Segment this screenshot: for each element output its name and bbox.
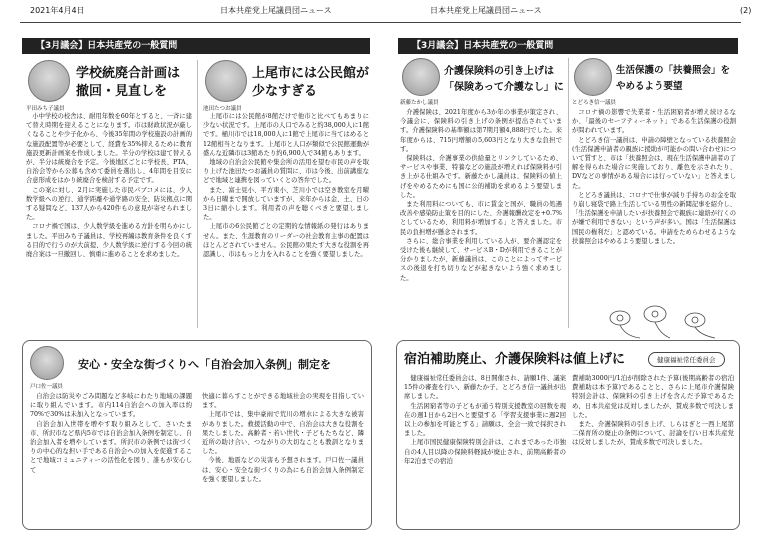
- flower-illustration: [600, 300, 730, 340]
- header-rule: [20, 22, 741, 23]
- a4-p2: とどろき信一議員は、申請の障壁となっている扶養照会(生活保護申請者の親族に援助が可能かの問い合わせ)について質すと、市は「扶養照会は、現在生活保護申請者の了解を得られた場合に実施しており、離色を示されたり、DVなどの事情がある場合には行っていない」と答えました。: [572, 136, 736, 190]
- caption-ikeda: 池田たつお議員: [203, 106, 242, 112]
- a6-body-right: [572, 374, 734, 448]
- avatar-ikeda: [205, 60, 247, 102]
- section-bar-left: 【3月議会】日本共産党の一般質問: [22, 38, 370, 54]
- a6-p3: 上尾市国民健康保険特別会計は、これまであった市独自の4人目以降の保険料軽減が廃止され、前期高齢者の年2泊までの宿泊: [404, 438, 566, 465]
- a5-title: 安心・安全な街づくりへ「自治会加入条例」制定を: [78, 358, 331, 371]
- a2-p3: また、富士見小、平方東小、芝川小では空き教室を月曜から日曜まで開放していますが、来年からは金、土、日の3日に縮小します。利用者の声を聴くべきと要望しました。: [203, 186, 369, 222]
- avatar-todoroki: [574, 58, 612, 96]
- a3-p4: さらに、総合事業を利用している人が、要介護認定を受けた後も継続して、サービスB・Dが利用できることが分かりましたが、新藤議員は、このことによってサービスの後退を打ち切りなどが起きないよう強く求めました。: [400, 237, 562, 282]
- a5-p3: 快適に暮らすことができる地域社会の実現を目指しています。: [202, 393, 364, 410]
- a6-p4: 費補助3000円/1泊が削除された予算(後期高齢者の宿泊費補助は本予算)であることと、さらに上尾市介護保険特別会計は、保険料の引き上げを含んだ予算であるため、日本共産党は反対しましたが、賛成多数で可決しました。: [572, 374, 734, 419]
- a2-body: [203, 112, 369, 259]
- a2-p4: 上尾市の6公民館ごとの定期的な情報紙の発行はありません。また、生涯教育のリーダーの社会教育主事の配置はほとんどされていません。公民館の果たす大きな役割を再認識し、市はもっと力を入れることを強く要望しました。: [203, 223, 369, 259]
- a5-p2: 自治会加入世帯を増やす取り組みとして、さいたま市、所沢市など県内5市では自治会加入条例を制定し、自治会加入者を増やしています。所沢市の条例では街づくりの中心的な担い手である自治会への加入を促進することで地域コミュニティーの活性化を図り、誰もが安心して: [30, 420, 192, 474]
- a1-title-1: 学校統廃合計画は: [76, 66, 181, 81]
- a3-p2: 保険料は、介護事業の供給量とリンクしているため、サービスや事業、特養などの施設が増えれば保険料が引き上がる仕組みです。新藤たかし議員は、保険料の値上げをやめるためにも国に公的補助を求めるよう要望しました。: [400, 155, 562, 199]
- avatar-shindo: [402, 58, 440, 96]
- avatar-toguchi: [30, 346, 64, 380]
- a1-p2: この案に対し、2月に実施した市民パブコメには、少人数学級への逆行、通学距離や通学路の安全、防災拠点に関する疑問など、137人から420件もの意見が寄せられました。: [26, 186, 192, 222]
- a4-p1: コロナ禍の影響で失業者・生活困窮者が増え続けるなか、「最後のセーフティーネット」である生活保護の役割が問われています。: [572, 109, 736, 135]
- issue-date: 2021年4月4日: [30, 6, 85, 15]
- a3-title-1: 介護保険料の引き上げは: [444, 66, 554, 77]
- a5-p5: 今後、地震などの災害も予想されます。戸口佐一議員は、安心・安全な街づくりの為にも自治会加入条例制定を強く要望しました。: [202, 457, 364, 483]
- a2-p1: 上尾市には公民館が8館だけで他市と比べてもあまりに少ない状況です。上尾市の人口でみると約38,000人に1館です。桶川市では18,000人に1館で上尾市に当てはめると12館相当となります。上尾市と人口が類似で公民館運動が盛んな近隣市は3館あたり約6,900人で34館もあります。: [203, 113, 369, 157]
- caption-shindo: 新藤たかし議員: [400, 100, 439, 106]
- a3-p1: 介護保険は、2021年度から3か年の事業が策定され、今議会に、保険料の引き上げの条例が提出されています。介護保険料の基準額は第7期月額4,888円でした。来年度からは、715円増額の5,603円となり大きな負担です。: [400, 109, 562, 153]
- divider-a1-a2: [197, 60, 198, 328]
- a1-title-2: 撤回・見直しを: [76, 84, 168, 99]
- a3-title-2: 「保険あって介護なし」に: [444, 82, 564, 93]
- page-number: (2): [740, 6, 752, 15]
- a6-title: 宿泊補助廃止、介護保険料は値上げに: [404, 352, 626, 367]
- caption-todoroki: とどろき信一議員: [572, 100, 617, 106]
- committee-badge: 健康福祉常任委員会: [648, 352, 725, 367]
- a4-title-1: 生活保護の「扶養照会」を: [616, 65, 731, 76]
- caption-hirata: 平田みち子議員: [26, 106, 65, 112]
- divider-a3-a4: [568, 58, 569, 328]
- avatar-hirata: [28, 60, 70, 102]
- a4-p3: とどろき議員は、コロナで仕事が減り手持ちのお金を取り崩し寝袋で路上生活している男性の新聞記事を紹介し、「生活保護を申請したいが扶養照会で親族に連絡が行くのが嫌で利用できない」という声が多い。国は「生活保護は国民の権利だ」と認めている。申請をためらわせるような扶養照会はやめるよう要望しました。: [572, 191, 736, 245]
- a1-p1: 小中学校の校舎は、耐用年数を60年とすると、一斉に建て替え時期を迎えることになります。市は財政状況が厳しくなることや少子化から、今後35年間の学校施設の計画的な施設配置等が必要として、経費を35%抑えるために教育施設更新計画案を作成しました。半分の学校は建て替えるが、半分は統廃合を予定。今後地区ごとに学校長、PTA、自治会等から公募も含めて委員を選出し、4年間を目安に合意形成をはかり統廃合を検討する予定です。: [26, 113, 192, 185]
- newsletter-title-left: 日本共産党上尾議員団ニュース: [220, 6, 332, 15]
- a5-p4: 上尾市では、集中豪雨で荒川の増水による大きな被害がありました。救援活動の中で、自治会は大きな役割を果たしました。高齢者・若い世代・子どもたちなど、隣近所の助け合い、つながりの大切なことも教訓となりました。: [202, 411, 364, 456]
- a6-p5: また、介護保険料の引き上げ、しらはぎと一西上尾第二保育所の廃止の条例について、討論を行い日本共産党は反対しましたが、賛成多数で可決しました。: [572, 420, 734, 447]
- a6-p1: 健康福祉常任委員会は、8日開催され、請願1件、議案15件の審査を行い、新藤たか子、とどろき信一議員が出席しました。: [404, 374, 566, 401]
- caption-toguchi: 戸口佐一議員: [30, 384, 64, 390]
- a2-title-1: 上尾市には公民館が: [252, 66, 370, 81]
- a3-body: [400, 108, 562, 283]
- section-bar-right: 【3月議会】日本共産党の一般質問: [398, 38, 738, 54]
- a6-body-left: [404, 374, 566, 466]
- a5-body-right: [202, 392, 364, 484]
- a1-body: [26, 112, 192, 259]
- a4-title-2: やめるよう要望: [616, 81, 683, 92]
- a2-title-2: 少なすぎる: [252, 84, 318, 99]
- a2-p2: 地域の自治会公民館や集会所の活用を望む市民の声を取り上げた池田たつお議員の質問に、市は今後、出前講座などで地域と連携を図っていくとの答弁でした。: [203, 159, 369, 185]
- a3-p3: また利用料についても、市に賃金と国が、職員の処遇改善や感染防止策を目的にした、介護報酬改定を+0.7%としているため、利用料が増加する」と答えました。市民の負担増が懸念されます。: [400, 201, 562, 236]
- a1-p3: コロナ禍で国は、少人数学級を進める方針を明らかにしました。平田みち子議員は、学校再編は教育条件を良くする目的で行うのが大前提、少人数学級に逆行する今回の統廃合案は一旦撤回し、慎重に進めることを求めました。: [26, 223, 192, 259]
- a6-p2: 生活困窮者等の子どもが通う特別支援教室の回数を現在の週1日から2日へと要望する「学習支援事業に週2回以上の参加を可能とする」請願は、全会一致で採択されました。: [404, 401, 566, 438]
- a4-body: [572, 108, 736, 246]
- a5-body-left: [30, 392, 192, 475]
- newsletter-title-right: 日本共産党上尾議員団ニュース: [430, 6, 542, 15]
- a5-p1: 自治会は防災やごみ問題など多岐にわたり地域の課題に取り組んでいます。市内114自治会への加入率は約70%で30%は未加入となっています。: [30, 393, 192, 419]
